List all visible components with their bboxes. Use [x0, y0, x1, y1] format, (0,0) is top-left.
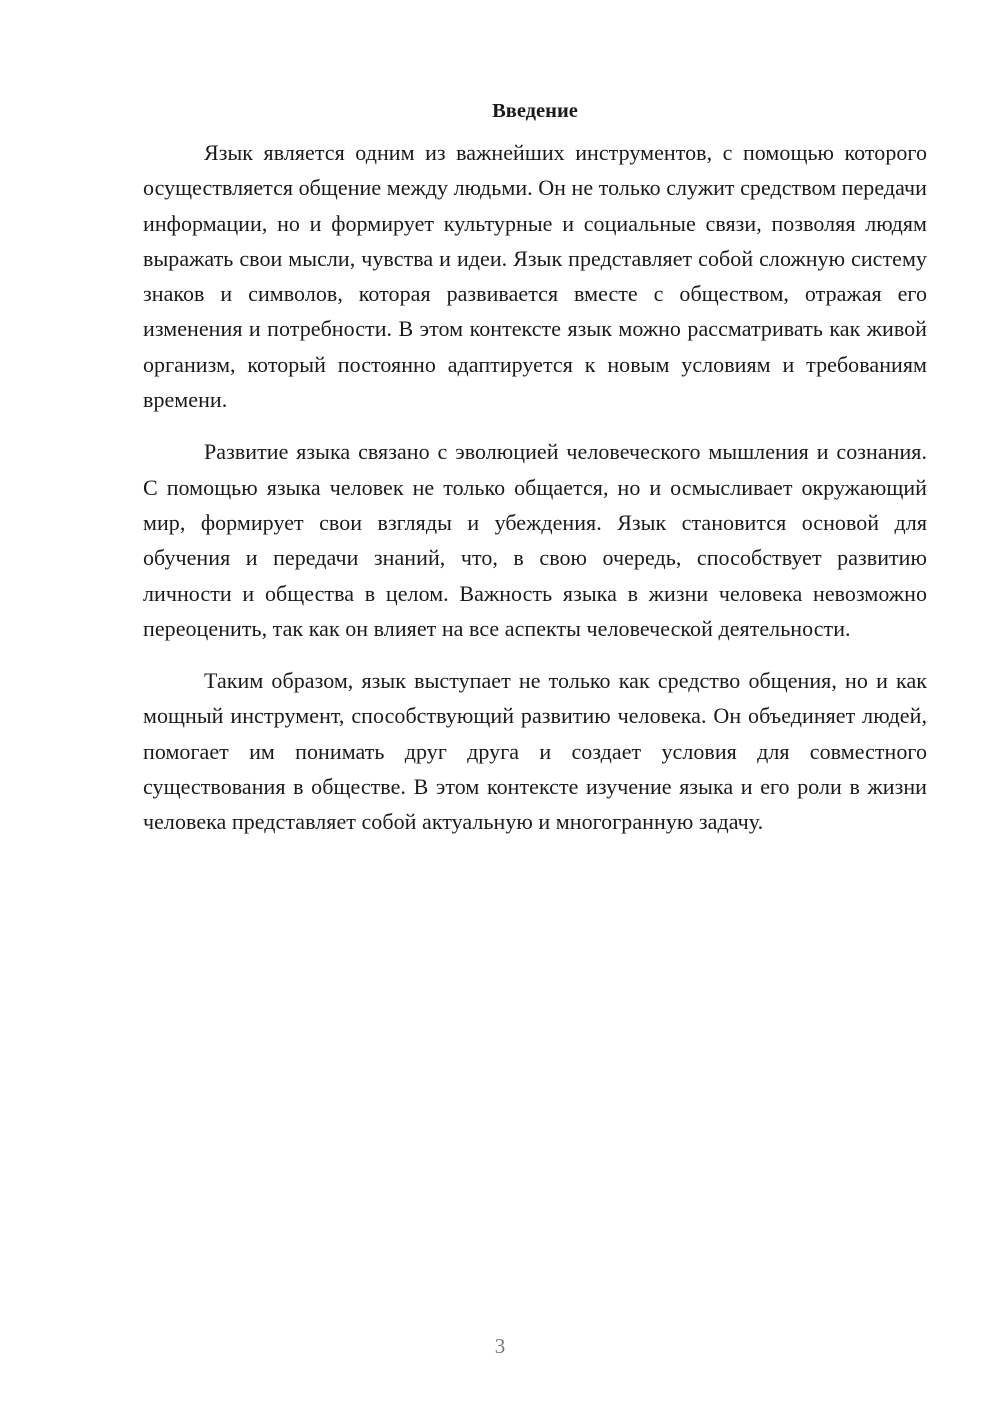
page-number: 3 [494, 1334, 506, 1358]
document-body [143, 96, 927, 857]
section-title: Введение [492, 100, 578, 122]
paragraph-2: Развитие языка связано с эволюцией человеческого мышления и сознания. С помощью языка человек не только общается, но и осмысливает окружающий мир, формирует свои взгляды и убеждения. Язык становится основой для обучения и передачи знаний, что, в свою очередь, способствует развитию личности и общества в целом. Важность языка в жизни человека невозможно переоценить, так как он влияет на все аспекты человеческой деятельности. [143, 439, 927, 641]
paragraph-1: Язык является одним из важнейших инструментов, с помощью которого осуществляется общение между людьми. Он не только служит средством передачи информации, но и формирует культурные и социальные связи, позволяя людям выражать свои мысли, чувства и идеи. Язык представляет собой сложную систему знаков и символов, которая развивается вместе с обществом, отражая его изменения и потребности. В этом контексте язык можно рассматривать как живой организм, который постоянно адаптируется к новым условиям и требованиям времени. [143, 140, 927, 413]
paragraph-3: Таким образом, язык выступает не только как средство общения, но и как мощный инструмент, способствующий развитию человека. Он объединяет людей, помогает им понимать друг друга и создает условия для совместного существования в обществе. В этом контексте изучение языка и его роли в жизни человека представляет собой актуальную и многогранную задачу. [143, 668, 927, 835]
